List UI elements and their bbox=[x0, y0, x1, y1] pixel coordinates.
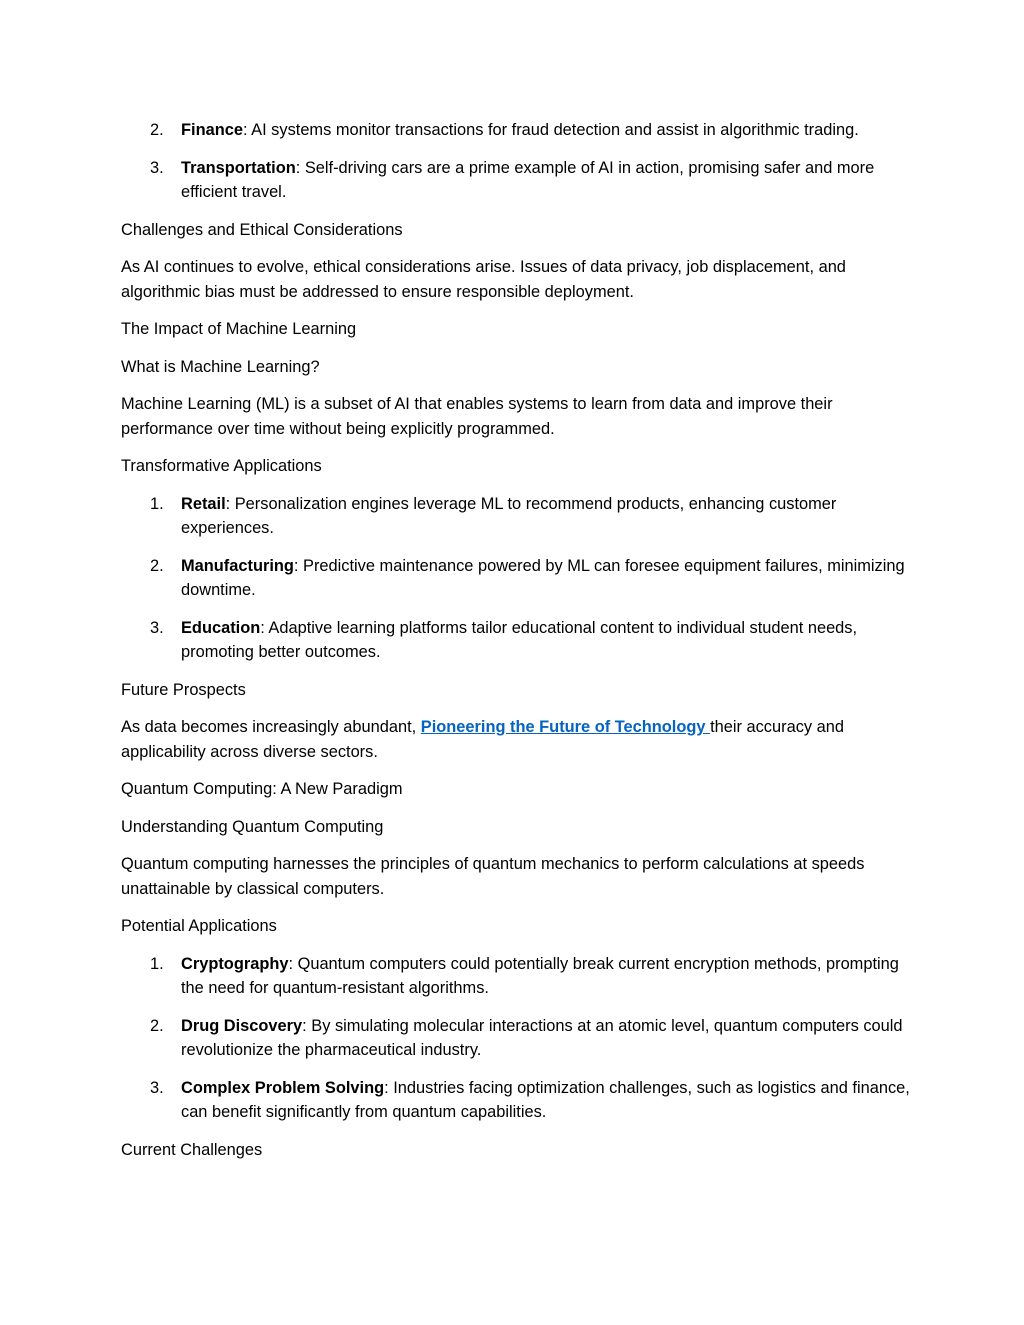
section-heading-quantum: Quantum Computing: A New Paradigm bbox=[121, 780, 403, 798]
subheading-future-prospects: Future Prospects bbox=[121, 680, 246, 699]
list-term: Complex Problem Solving bbox=[181, 1078, 385, 1097]
section-heading-challenges: Challenges and Ethical Considerations bbox=[121, 220, 403, 239]
list-term: Retail bbox=[181, 494, 226, 513]
list-item-retail bbox=[121, 492, 911, 541]
subheading-understanding-quantum: Understanding Quantum Computing bbox=[121, 817, 384, 836]
paragraph-challenges: As AI continues to evolve, ethical considerations arise. Issues of data privacy, job displacement, and algorithmic bias must be addressed to ensure responsible deployment. bbox=[121, 258, 846, 301]
list-term: Cryptography bbox=[181, 954, 289, 973]
subheading-current-challenges: Current Challenges bbox=[121, 1140, 263, 1159]
subheading-what-is-ml: What is Machine Learning? bbox=[121, 357, 320, 376]
list-number: 3. bbox=[150, 618, 164, 637]
list-number: 2. bbox=[150, 1016, 164, 1035]
list-text: : By simulating molecular interactions at an atomic level, quantum computers could revolutionize the pharmaceutical industry. bbox=[181, 1016, 903, 1059]
section-heading-ml: The Impact of Machine Learning bbox=[121, 320, 357, 338]
list-term: Finance bbox=[181, 121, 243, 139]
paragraph-future bbox=[121, 715, 911, 764]
pioneering-future-link[interactable]: Pioneering the Future of Technology bbox=[420, 718, 711, 736]
future-text-after: their accuracy and applicability across diverse sectors. bbox=[121, 718, 844, 761]
future-text-before: As data becomes increasingly abundant, bbox=[121, 718, 421, 736]
list-number: 3. bbox=[150, 158, 164, 177]
list-item-education bbox=[121, 616, 911, 665]
subheading-applications: Transformative Applications bbox=[121, 457, 322, 475]
list-item-finance bbox=[121, 118, 911, 143]
document-page bbox=[121, 118, 911, 1175]
list-number: 1. bbox=[150, 954, 164, 973]
paragraph-quantum: Quantum computing harnesses the principles of quantum mechanics to perform calculations at speeds unattainable by classical computers. bbox=[121, 855, 865, 898]
list-term: Education bbox=[181, 618, 261, 637]
list-text: : Adaptive learning platforms tailor educational content to individual student needs, promoting better outcomes. bbox=[181, 618, 858, 661]
list-item-drug-discovery bbox=[121, 1014, 911, 1063]
list-term: Drug Discovery bbox=[181, 1016, 303, 1035]
list-text: : AI systems monitor transactions for fraud detection and assist in algorithmic trading. bbox=[242, 121, 859, 139]
subheading-potential-applications: Potential Applications bbox=[121, 917, 277, 935]
list-item-transportation bbox=[121, 156, 911, 205]
list-term: Transportation bbox=[181, 158, 296, 177]
list-number: 2. bbox=[150, 121, 164, 139]
list-text: : Industries facing optimization challenges, such as logistics and finance, can benefit significantly from quantum capabilities. bbox=[181, 1078, 910, 1121]
list-item-complex-problem-solving bbox=[121, 1076, 911, 1125]
list-text: : Predictive maintenance powered by ML can foresee equipment failures, minimizing downtime. bbox=[181, 556, 905, 599]
list-term: Manufacturing bbox=[181, 556, 294, 575]
list-text: : Self-driving cars are a prime example of AI in action, promising safer and more efficient travel. bbox=[181, 158, 875, 201]
list-number: 1. bbox=[150, 494, 164, 513]
list-number: 2. bbox=[150, 556, 164, 575]
list-text: : Personalization engines leverage ML to recommend products, enhancing customer experiences. bbox=[181, 494, 837, 537]
list-number: 3. bbox=[150, 1078, 164, 1097]
paragraph-ml: Machine Learning (ML) is a subset of AI that enables systems to learn from data and improve their performance over time without being explicitly programmed. bbox=[121, 395, 833, 438]
list-item-manufacturing bbox=[121, 554, 911, 603]
list-item-cryptography bbox=[121, 952, 911, 1001]
list-text: : Quantum computers could potentially break current encryption methods, prompting the need for quantum-resistant algorithms. bbox=[181, 954, 899, 997]
